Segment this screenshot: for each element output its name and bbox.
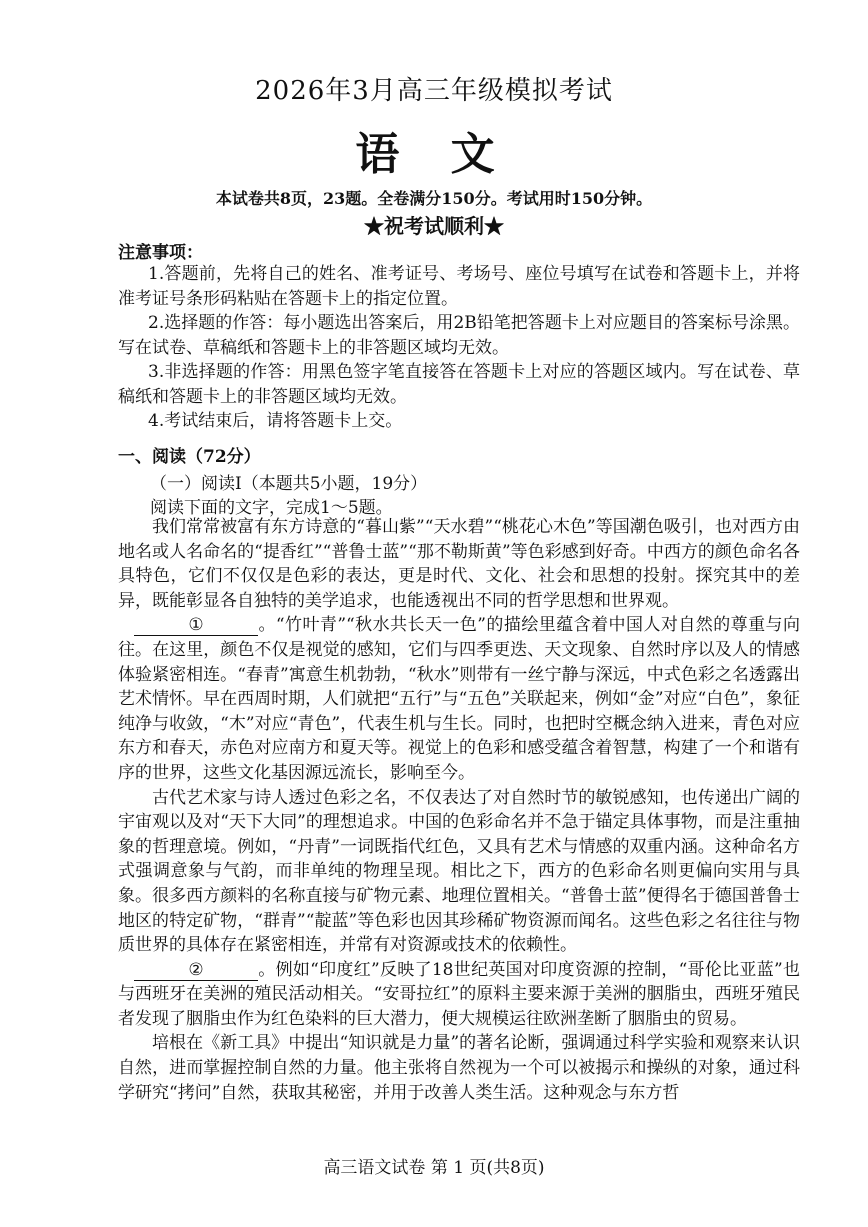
notice-item: 1.答题前，先将自己的姓名、准考证号、考场号、座位号填写在试卷和答题卡上，并将准考证号条形码粘贴在答题卡上的指定位置。 [118,264,800,309]
notice-item: 4.考试结束后，请将答题卡上交。 [148,411,403,431]
page-footer: 高三语文试卷 第 1 页(共8页) [323,1158,545,1178]
passage-paragraph-1: 我们常常被富有东方诗意的“暮山紫”“天水碧”“桃花心木色”等国潮色吸引，也对西方由地名或人名命名的“提香红”“普鲁士蓝”“那不勒斯黄”等色彩感到好奇。中西方的颜色命名各具特色，它们不仅仅是色彩的表达，更是时代、文化、社会和思想的投射。探究其中的差异，既能彰显各自独特的美学追求，也能透视出不同的哲学思想和世界观。 [118,517,800,611]
passage-paragraph-4-text: 。例如“印度红”反映了18世纪英国对印度资源的控制，“哥伦比亚蓝”也与西班牙在美洲的殖民活动相关。“安哥拉红”的原料主要来源于美洲的胭脂虫，西班牙殖民者发现了胭脂虫作为红色染料的巨大潜力，便大规模运往欧洲垄断了胭脂虫的贸易。 [118,959,800,1029]
subject-title: 语 文 [355,129,513,180]
passage-paragraph-2-text: 。“竹叶青”“秋水共长天一色”的描绘里蕴含着中国人对自然的尊重与向往。在这里，颜色不仅是视觉的感知，它们与四季更迭、天文现象、自然时序以及人的情感体验紧密相连。“春青”寓意生机勃勃，“秋水”则带有一丝宁静与深远，中式色彩之名透露出艺术情怀。早在西周时期，人们就把“五行”与“五色”关联起来，例如“金”对应“白色”，象征纯净与收敛，“木”对应“青色”，代表生机与生长。同时，也把时空概念纳入进来，青色对应东方和春天，赤色对应南方和夏天等。视觉上的色彩和感受蕴含着智慧，构建了一个和谐有序的世界，这些文化基因源远流长，影响至今。 [118,615,800,783]
notice-list [118,262,800,434]
exam-title: 2026年3月高三年级模拟考试 [255,76,613,106]
section-heading: 一、阅读（72分） [118,447,261,467]
fill-blank-2: ② [134,960,258,981]
exam-info: 本试卷共8页，23题。全卷满分150分。考试用时150分钟。 [215,189,653,208]
reading-instruction: 阅读下面的文字，完成1～5题。 [150,498,393,518]
notice-item: 2.选择题的作答：每小题选出答案后，用2B铅笔把答题卡上对应题目的答案标号涂黑。写在试卷、草稿纸和答题卡上的非答题区域均无效。 [118,313,800,358]
notice-heading: 注意事项： [118,243,203,263]
notice-item: 3.非选择题的作答：用黑色签字笔直接答在答题卡上对应的答题区域内。写在试卷、草稿纸和答题卡上的非答题区域均无效。 [118,362,800,407]
reading-passage [118,515,800,1105]
passage-paragraph-5: 培根在《新工具》中提出“知识就是力量”的著名论断，强调通过科学实验和观察来认识自然，进而掌握控制自然的力量。他主张将自然视为一个可以被揭示和操纵的对象，通过科学研究“拷问”自然，获取其秘密，并用于改善人类生活。这种观念与东方哲 [118,1033,800,1103]
subsection-heading: （一）阅读Ⅰ（本题共5小题，19分） [150,474,428,494]
fill-blank-1: ① [134,615,258,636]
blessing-banner: ★祝考试顺利★ [364,214,504,238]
passage-paragraph-3: 古代艺术家与诗人透过色彩之名，不仅表达了对自然时节的敏锐感知，也传递出广阔的宇宙观以及对“天下大同”的理想追求。中国的色彩命名并不急于锚定具体事物，而是注重抽象的哲理意境。例如，“丹青”一词既指代红色，又具有艺术与情感的双重内涵。这种命名方式强调意象与气韵，而非单纯的物理呈现。相比之下，西方的色彩命名则更偏向实用与具象。很多西方颜料的名称直接与矿物元素、地理位置相关。“普鲁士蓝”便得名于德国普鲁士地区的特定矿物，“群青”“靛蓝”等色彩也因其珍稀矿物资源而闻名。这些色彩之名往往与物质世界的具体存在紧密相连，并常有对资源或技术的依赖性。 [118,787,800,956]
passage-paragraph-4 [118,958,800,1032]
passage-paragraph-2 [118,613,800,785]
